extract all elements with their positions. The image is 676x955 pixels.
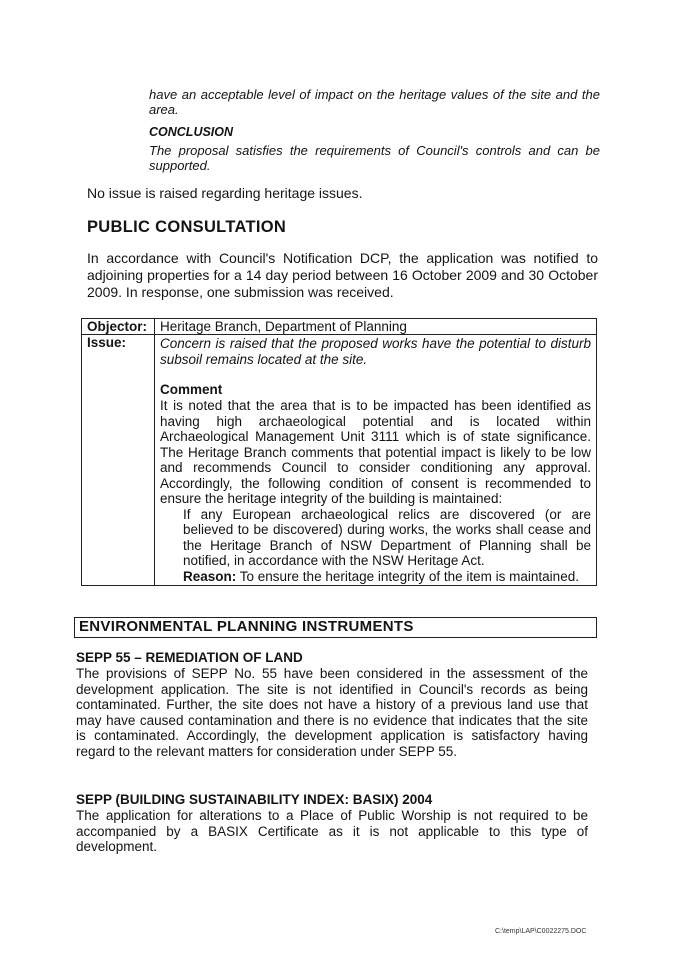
submission-table bbox=[81, 318, 597, 586]
basix-text: The application for alterations to a Place of Public Worship is not required to be accompanied by a BASIX Certificate as it is not applicable to this type of development. bbox=[76, 808, 588, 854]
environmental-heading-box bbox=[74, 617, 597, 638]
issue-label: Issue: bbox=[82, 335, 155, 586]
condition-text: If any European archaeological relics are discovered (or are believed to be discovered) during works, the works shall cease and the Heritage Branch of NSW Department of Planning shall be notified, in accordance with the NSW Heritage Act. bbox=[183, 506, 591, 568]
issue-details bbox=[155, 335, 597, 586]
conclusion-text: The proposal satisfies the requirements of Council's controls and can be supported. bbox=[149, 143, 600, 173]
sepp55-heading: SEPP 55 – REMEDIATION OF LAND bbox=[76, 650, 303, 665]
concern-text: Concern is raised that the proposed works have the potential to disturb subsoil remains located at the site. bbox=[160, 336, 591, 367]
sepp55-text: The provisions of SEPP No. 55 have been considered in the assessment of the development application. The site is not identified in Council's records as being contaminated. Further, the site does not have a history of a previous land use that may have caused contamination and there is no evidence that indicates that the site is contaminated. Accordingly, the development application is satisfactory having regard to the relevant matters for consideration under SEPP 55. bbox=[76, 666, 588, 759]
no-issue-statement: No issue is raised regarding heritage issues. bbox=[87, 185, 363, 201]
public-consultation-heading: PUBLIC CONSULTATION bbox=[87, 218, 287, 236]
reason-line bbox=[183, 569, 591, 585]
public-consultation-intro: In accordance with Council's Notification DCP, the application was notified to adjoining properties for a 14 day period between 16 October 2009 and 30 October 2009. In response, one submission was received. bbox=[87, 250, 598, 300]
issue-row bbox=[82, 335, 597, 586]
comment-text: It is noted that the area that is to be impacted has been identified as having high archaeological potential and is located within Archaeological Management Unit 3111 which is of state significance. The Heritage Branch comments that potential impact is likely to be low and recommends Council to consider conditioning any approval. Accordingly, the following condition of consent is recommended to ensure the heritage integrity of the building is maintained: bbox=[160, 398, 591, 506]
environmental-heading: ENVIRONMENTAL PLANNING INSTRUMENTS bbox=[79, 618, 414, 635]
basix-heading: SEPP (BUILDING SUSTAINABILITY INDEX: BASIX) 2004 bbox=[76, 792, 433, 807]
reason-text: To ensure the heritage integrity of the item is maintained. bbox=[236, 568, 579, 584]
objector-value: Heritage Branch, Department of Planning bbox=[155, 319, 597, 335]
objector-label: Objector: bbox=[82, 319, 155, 335]
conclusion-heading: CONCLUSION bbox=[149, 125, 234, 139]
reason-label: Reason: bbox=[183, 568, 237, 584]
objector-row bbox=[82, 319, 597, 335]
file-path-footer: C:\temp\LAP\C0022275.DOC bbox=[495, 928, 587, 935]
comment-heading: Comment bbox=[160, 382, 223, 397]
heritage-impact-text: have an acceptable level of impact on the heritage values of the site and the area. bbox=[149, 87, 600, 117]
